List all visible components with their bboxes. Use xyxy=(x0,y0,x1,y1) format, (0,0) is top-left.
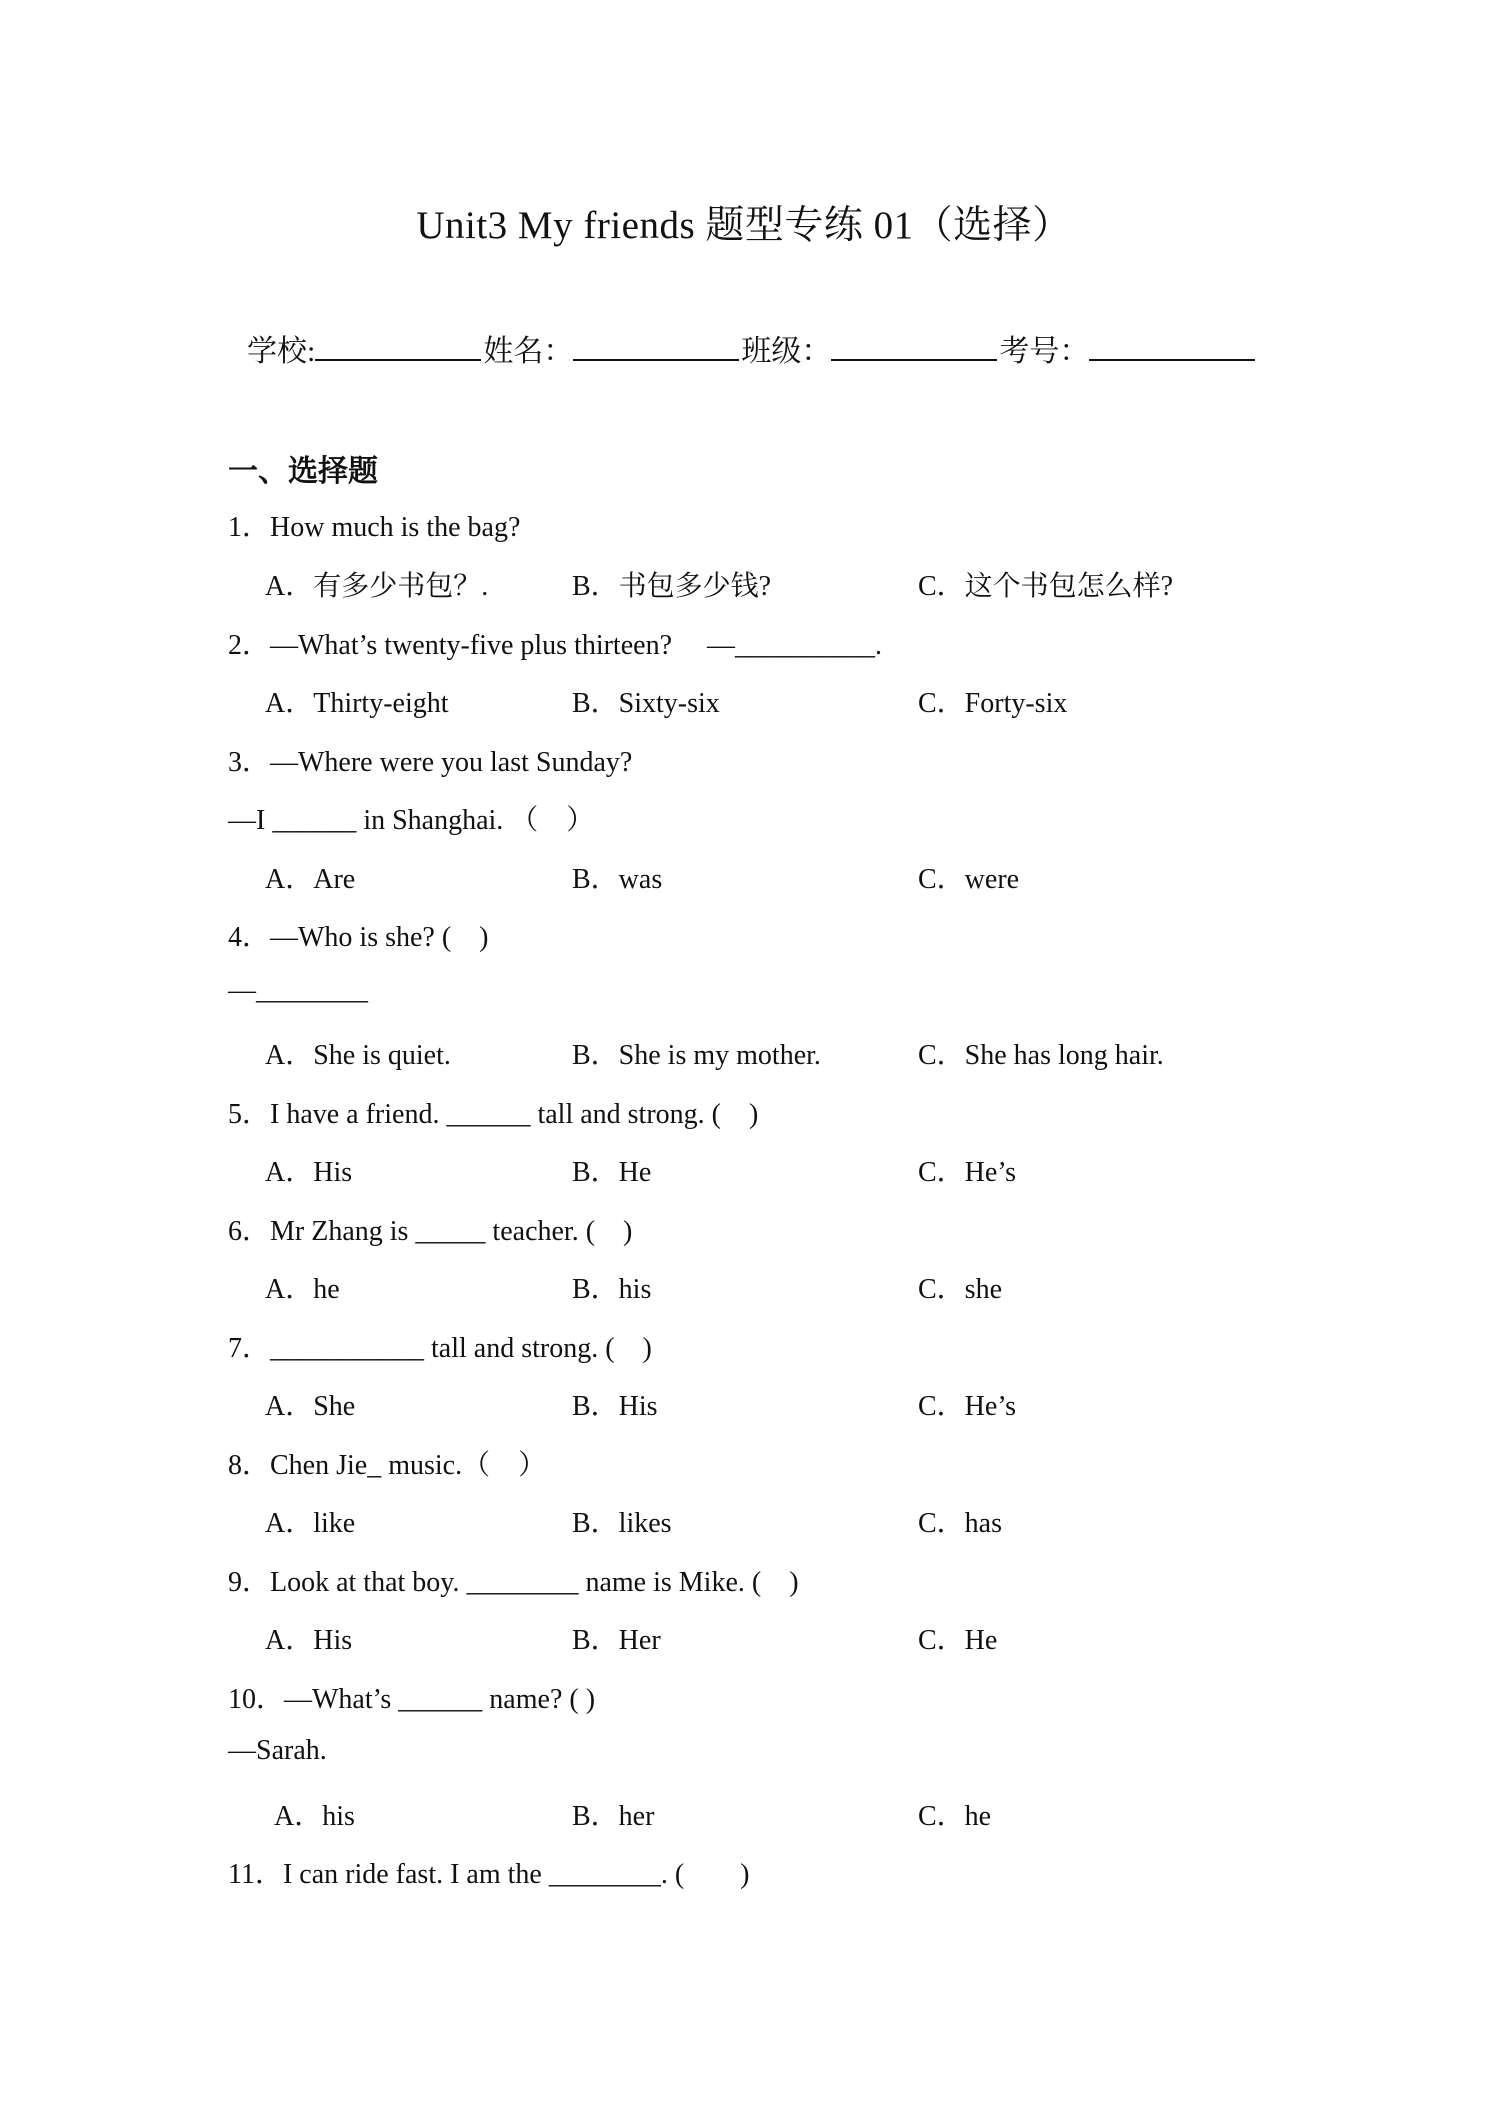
q6-option-c[interactable]: C．she xyxy=(918,1274,1003,1305)
student-info-row xyxy=(247,326,1257,370)
name-blank[interactable] xyxy=(573,333,739,361)
q2-option-a[interactable]: A．Thirty-eight xyxy=(265,688,449,719)
question-5: 5．I have a friend. ______ tall and strong. ( ) xyxy=(228,1099,759,1130)
q4-option-a[interactable]: A．She is quiet. xyxy=(265,1040,451,1071)
q9-option-a[interactable]: A．His xyxy=(265,1625,353,1656)
school-blank[interactable] xyxy=(315,333,481,361)
q10-option-b[interactable]: B．her xyxy=(572,1801,655,1832)
q10-option-a[interactable]: A．his xyxy=(274,1801,355,1832)
q2-option-c[interactable]: C．Forty-six xyxy=(918,688,1068,719)
q7-option-a[interactable]: A．She xyxy=(265,1391,356,1422)
question-3-line-2: —I ______ in Shanghai. （ ） xyxy=(228,805,595,836)
q5-option-b[interactable]: B．He xyxy=(572,1157,652,1188)
q6-option-b[interactable]: B．his xyxy=(572,1274,652,1305)
q6-option-a[interactable]: A．he xyxy=(265,1274,340,1305)
question-10-line-2: —Sarah. xyxy=(228,1735,327,1766)
question-4-line-2: —________ xyxy=(228,975,368,1006)
q5-option-a[interactable]: A．His xyxy=(265,1157,353,1188)
q2-option-b[interactable]: B．Sixty-six xyxy=(572,688,720,719)
question-10: 10．—What’s ______ name? ( ) xyxy=(228,1684,596,1715)
q8-option-a[interactable]: A．like xyxy=(265,1508,356,1539)
school-label: 学校: xyxy=(247,335,316,368)
q9-option-b[interactable]: B．Her xyxy=(572,1625,661,1656)
q5-option-c[interactable]: C．He’s xyxy=(918,1157,1017,1188)
q7-option-b[interactable]: B．His xyxy=(572,1391,658,1422)
q3-option-c[interactable]: C．were xyxy=(918,864,1020,895)
question-4: 4．—Who is she? ( ) xyxy=(228,922,489,953)
section-heading: 一、选择题 xyxy=(228,454,378,489)
question-8: 8．Chen Jie_ music.（ ） xyxy=(228,1450,547,1481)
name-label: 姓名： xyxy=(483,335,574,368)
question-6: 6．Mr Zhang is _____ teacher. ( ) xyxy=(228,1216,633,1247)
number-label: 考号： xyxy=(999,335,1090,368)
question-2: 2．—What’s twenty-five plus thirteen? —__________. xyxy=(228,630,882,661)
q7-option-c[interactable]: C．He’s xyxy=(918,1391,1017,1422)
question-7: 7．___________ tall and strong. ( ) xyxy=(228,1333,652,1364)
q4-option-b[interactable]: B．She is my mother. xyxy=(572,1040,821,1071)
q4-option-c[interactable]: C．She has long hair. xyxy=(918,1040,1164,1071)
q3-option-b[interactable]: B．was xyxy=(572,864,663,895)
q10-option-c[interactable]: C．he xyxy=(918,1801,992,1832)
q3-option-a[interactable]: A．Are xyxy=(265,864,356,895)
class-label: 班级： xyxy=(741,335,832,368)
page-title: Unit3 My friends 题型专练 01（选择） xyxy=(416,204,1072,247)
q9-option-c[interactable]: C．He xyxy=(918,1625,998,1656)
question-3: 3．—Where were you last Sunday? xyxy=(228,747,633,778)
class-blank[interactable] xyxy=(831,333,997,361)
question-1: 1．How much is the bag? xyxy=(228,512,521,543)
number-blank[interactable] xyxy=(1089,333,1255,361)
question-9: 9．Look at that boy. ________ name is Mike. ( ) xyxy=(228,1567,799,1598)
q1-option-a[interactable]: A．有多少书包？. xyxy=(265,571,489,602)
question-11: 11．I can ride fast. I am the ________. ( ) xyxy=(228,1859,750,1890)
q1-option-b[interactable]: B．书包多少钱? xyxy=(572,571,772,602)
q8-option-c[interactable]: C．has xyxy=(918,1508,1003,1539)
q8-option-b[interactable]: B．likes xyxy=(572,1508,672,1539)
q1-option-c[interactable]: C．这个书包怎么样? xyxy=(918,571,1174,602)
